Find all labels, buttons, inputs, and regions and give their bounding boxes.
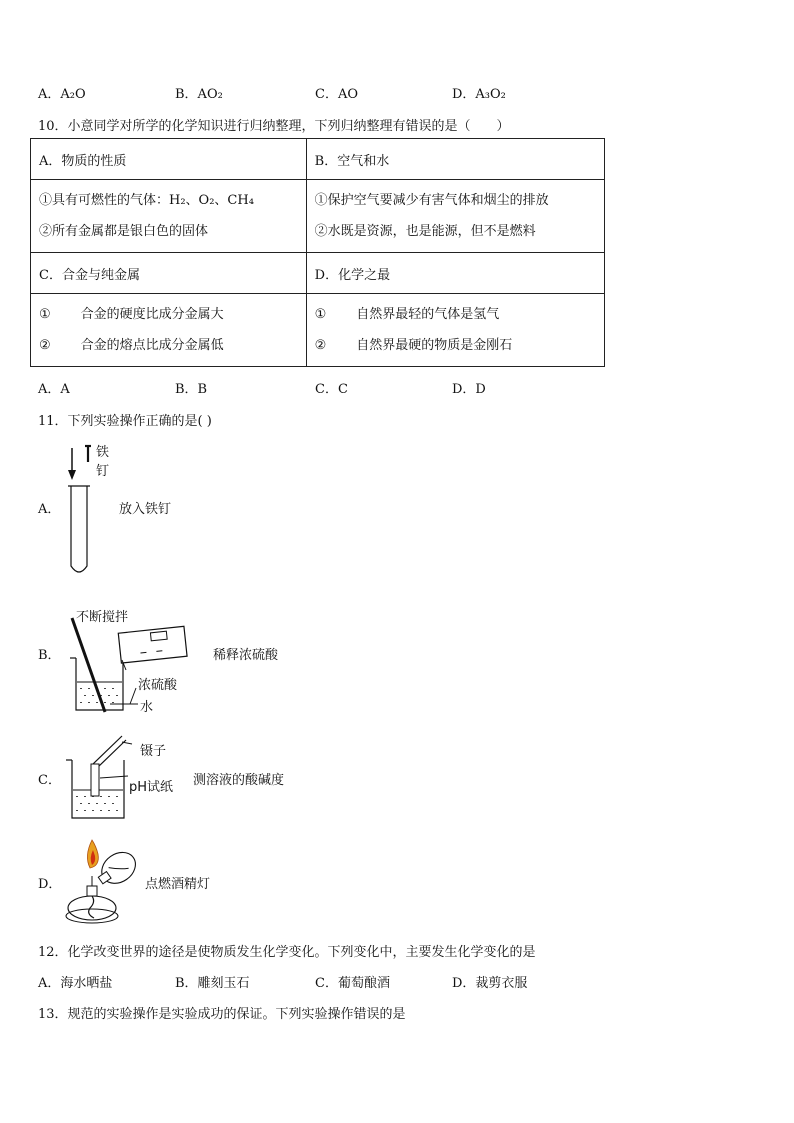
q9-option-b: B．AO₂ bbox=[175, 87, 223, 102]
q11-b-acid: 浓硫酸 bbox=[138, 678, 178, 693]
q10-cell-a-body bbox=[31, 180, 307, 253]
q11-a-figure bbox=[60, 440, 120, 580]
q10-d1-num: ① bbox=[314, 307, 327, 322]
q11-b-letter: B． bbox=[38, 648, 61, 663]
liquid-dots bbox=[76, 796, 118, 811]
q10-d2: 自然界最硬的物质是金刚石 bbox=[356, 338, 513, 353]
q12-option-a: A．海水晒盐 bbox=[38, 976, 113, 991]
q10-c2-num: ② bbox=[39, 338, 51, 353]
q10-cell-c-head: C．合金与纯金属 bbox=[31, 253, 307, 294]
q10-stem: 10．小意同学对所学的化学知识进行归纳整理，下列归纳整理有错误的是（ ） bbox=[38, 119, 510, 134]
q9-option-a: A．A₂O bbox=[38, 87, 86, 102]
q11-a-tag2: 钉 bbox=[96, 464, 110, 479]
q10-c1: 合金的硬度比成分金属大 bbox=[80, 307, 224, 322]
q11-a-caption: 放入铁钉 bbox=[119, 502, 172, 517]
down-arrow-head bbox=[68, 470, 76, 480]
q10-b1: ①保护空气要减少有害气体和烟尘的排放 bbox=[314, 193, 549, 208]
q10-cell-b-head: B．空气和水 bbox=[306, 139, 604, 180]
q9-option-c: C．AO bbox=[315, 87, 358, 102]
q11-c-tweezers: 镊子 bbox=[140, 744, 167, 759]
ph-paper-icon bbox=[91, 764, 99, 796]
q10-cell-c-body bbox=[31, 294, 307, 367]
q11-b-stir: 不断搅拌 bbox=[76, 610, 129, 625]
q12-option-c: C．葡萄酿酒 bbox=[315, 976, 390, 991]
q12-stem: 12．化学改变世界的途径是使物质发生化学变化。下列变化中，主要发生化学变化的是 bbox=[38, 945, 536, 960]
glass-rod-icon bbox=[72, 618, 105, 712]
q12-option-d: D．裁剪衣服 bbox=[452, 976, 528, 991]
q10-a1: ①具有可燃性的气体：H₂、O₂、CH₄ bbox=[39, 193, 254, 208]
q10-d1: 自然界最轻的气体是氢气 bbox=[356, 307, 500, 322]
test-tube-icon bbox=[71, 486, 87, 572]
q11-d-caption: 点燃酒精灯 bbox=[145, 877, 211, 892]
q11-c-letter: C． bbox=[38, 773, 61, 788]
q10-table bbox=[30, 138, 605, 367]
q11-a-letter: A． bbox=[38, 502, 61, 517]
q10-a2: ②所有金属都是银白色的固体 bbox=[39, 224, 209, 239]
q10-b2: ②水既是资源，也是能源，但不是燃料 bbox=[314, 224, 536, 239]
tilted-lamp-icon bbox=[93, 846, 142, 892]
q10-cell-a-head: A．物质的性质 bbox=[31, 139, 307, 180]
q10-c2: 合金的熔点比成分金属低 bbox=[80, 338, 224, 353]
q9-option-d: D．A₃O₂ bbox=[452, 87, 506, 102]
lamp-neck bbox=[87, 886, 97, 896]
q13-stem: 13．规范的实验操作是实验成功的保证。下列实验操作错误的是 bbox=[38, 1007, 406, 1022]
beaker-icon bbox=[76, 658, 123, 710]
q10-d2-num: ② bbox=[314, 338, 327, 353]
q10-option-b: B．B bbox=[175, 382, 208, 397]
acid-pointer bbox=[130, 688, 136, 704]
q10-cell-d-head: D．化学之最 bbox=[306, 253, 604, 294]
q10-cell-d-body bbox=[306, 294, 604, 367]
q11-stem: 11．下列实验操作正确的是( ) bbox=[38, 414, 212, 429]
q10-option-a: A．A bbox=[38, 382, 70, 397]
q10-option-c: C．C bbox=[315, 382, 348, 397]
q10-option-d: D．D bbox=[452, 382, 486, 397]
reagent-bottle-icon bbox=[118, 626, 187, 663]
q11-a-tag1: 铁 bbox=[96, 445, 110, 460]
q12-option-b: B．雕刻玉石 bbox=[175, 976, 250, 991]
q11-c-paper: pH试纸 bbox=[129, 780, 174, 795]
q11-d-figure bbox=[60, 836, 150, 928]
q11-b-water: 水 bbox=[140, 700, 154, 715]
q11-c-caption: 测溶液的酸碱度 bbox=[193, 773, 285, 788]
q11-b-caption: 稀释浓硫酸 bbox=[213, 648, 279, 663]
tweezers-icon bbox=[93, 736, 122, 764]
q10-c1-num: ① bbox=[39, 307, 51, 322]
q10-cell-b-body bbox=[306, 180, 604, 253]
q11-d-letter: D． bbox=[38, 877, 62, 892]
